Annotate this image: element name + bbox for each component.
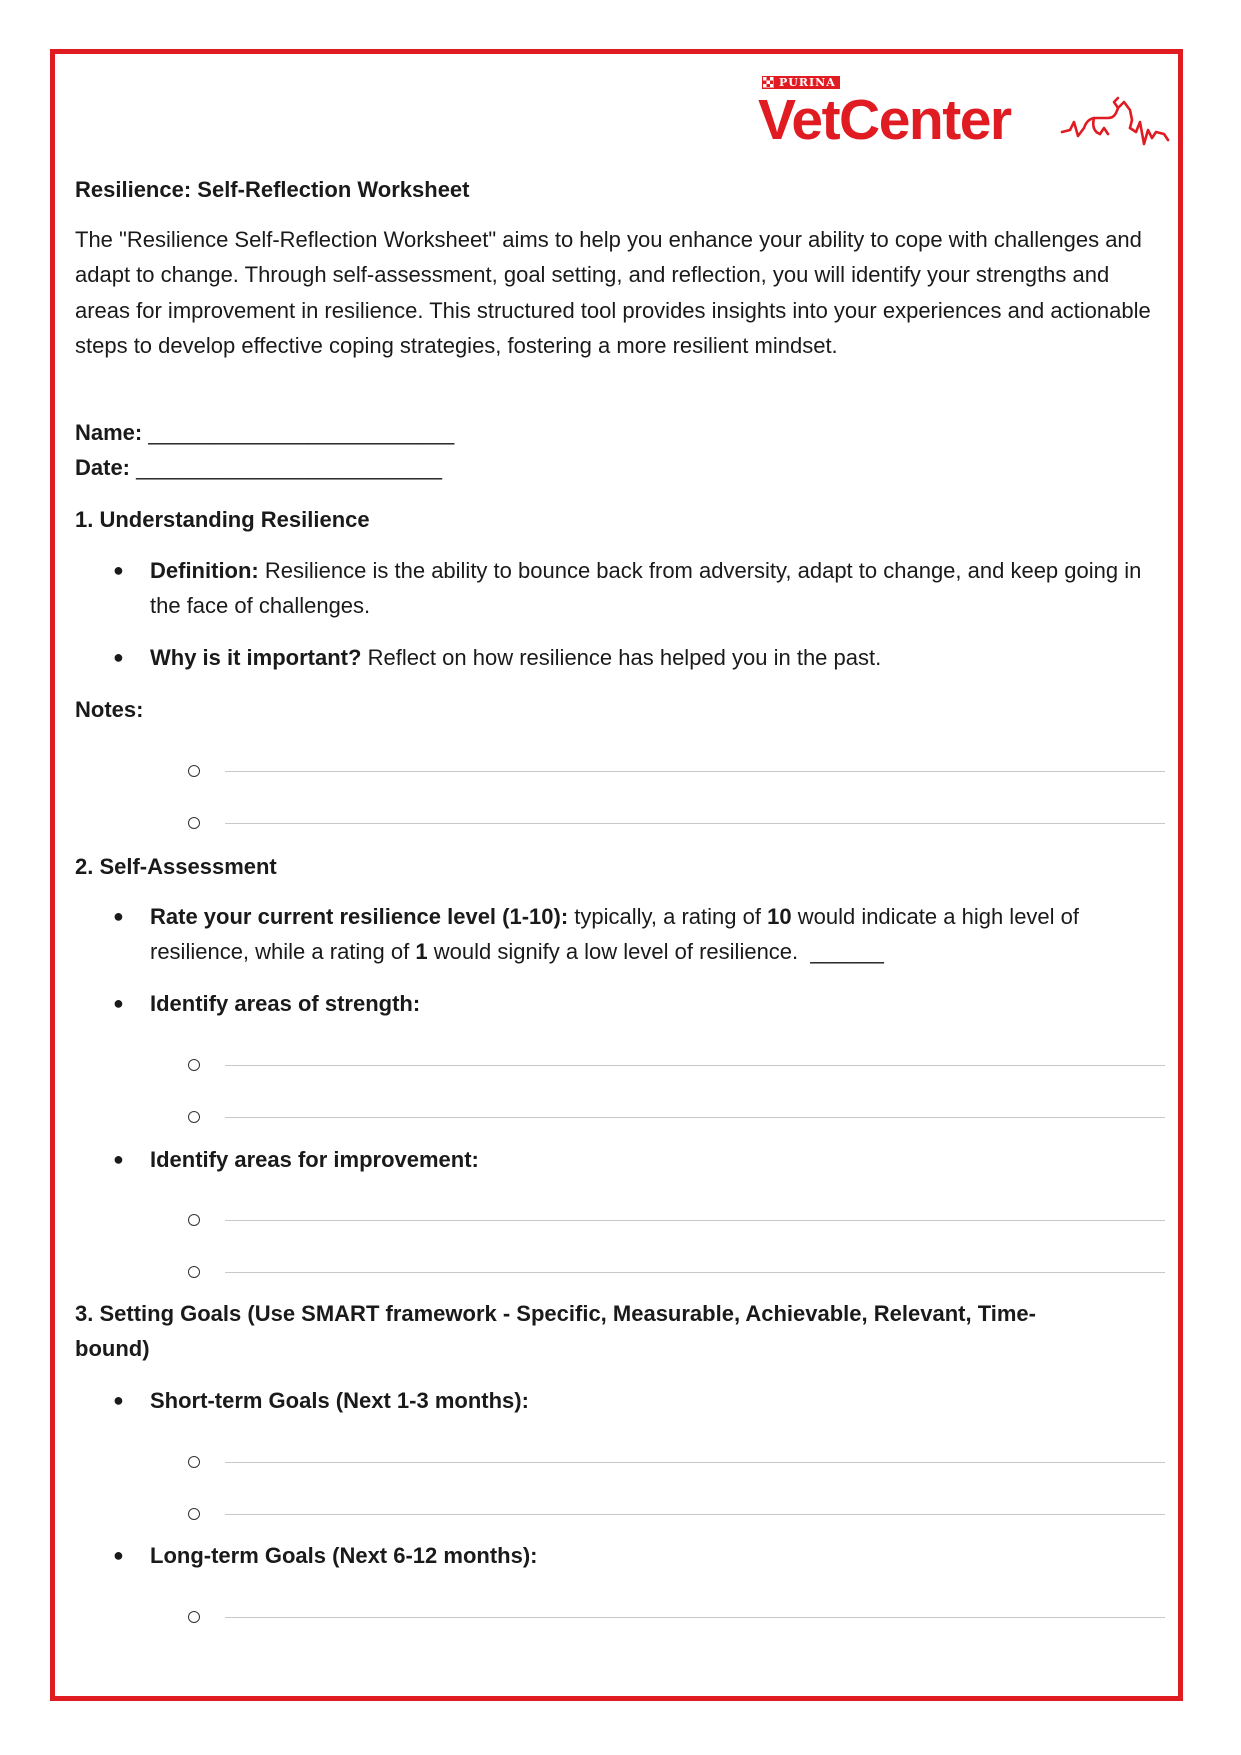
answer-line[interactable] — [225, 1117, 1165, 1118]
bullet-icon: ● — [113, 560, 124, 580]
notes-label: Notes: — [75, 697, 144, 722]
sub-bullet-icon — [188, 1508, 200, 1520]
bullet-icon: ● — [113, 993, 124, 1013]
bullet-icon: ● — [113, 647, 124, 667]
answer-line[interactable] — [225, 1514, 1165, 1515]
definition-item — [150, 553, 1150, 623]
sub-bullet-icon — [188, 1214, 200, 1226]
name-field[interactable] — [75, 415, 454, 450]
intro-paragraph: The "Resilience Self-Reflection Worksheet" aims to help you enhance your ability to cope with challenges and adapt to change. Through self-assessment, goal setting, and reflection, you will identify your strengths and areas for improvement in resilience. This structured tool provides insights into your experiences and actionable steps to develop effective coping strategies, fostering a more resilient mindset. — [75, 227, 1151, 359]
answer-line[interactable] — [225, 1272, 1165, 1273]
rate-blank[interactable]: ______ — [810, 939, 884, 964]
strength-label: Identify areas of strength: — [150, 991, 421, 1016]
purina-vetcenter-logo — [758, 76, 1170, 156]
bullet-icon: ● — [113, 1545, 124, 1565]
rate-item — [150, 899, 1155, 969]
rate-low: 1 — [415, 939, 428, 964]
answer-line[interactable] — [225, 1617, 1165, 1618]
answer-line[interactable] — [225, 1462, 1165, 1463]
date-label: Date: — [75, 455, 131, 480]
purina-badge-text: PURINA — [775, 76, 840, 89]
section1-heading: 1. Understanding Resilience — [75, 507, 370, 532]
rate-high: 10 — [767, 904, 792, 929]
name-blank[interactable]: _________________________ — [148, 420, 455, 445]
bullet-icon: ● — [113, 906, 124, 926]
definition-text: Resilience is the ability to bounce back from adversity, adapt to change, and keep going in the face of challenges. — [150, 558, 1142, 618]
rate-text-1: typically, a rating of — [574, 904, 761, 929]
sub-bullet-icon — [188, 1266, 200, 1278]
sub-bullet-icon — [188, 1111, 200, 1123]
date-field[interactable] — [75, 450, 442, 485]
rate-text-3: would signify a low level of resilience. — [433, 939, 799, 964]
improvement-label: Identify areas for improvement: — [150, 1147, 479, 1172]
answer-line[interactable] — [225, 1065, 1165, 1066]
important-item — [150, 640, 1150, 675]
bullet-icon: ● — [113, 1149, 124, 1169]
important-text: Reflect on how resilience has helped you in the past. — [367, 645, 882, 670]
section3-heading: 3. Setting Goals (Use SMART framework - Specific, Measurable, Achievable, Relevant, Time-bound) — [75, 1301, 1036, 1361]
name-label: Name: — [75, 420, 143, 445]
vetcenter-wordmark: VetCenter — [758, 88, 1011, 152]
sub-bullet-icon — [188, 765, 200, 777]
sub-bullet-icon — [188, 817, 200, 829]
answer-line[interactable] — [225, 823, 1165, 824]
sub-bullet-icon — [188, 1059, 200, 1071]
long-term-label: Long-term Goals (Next 6-12 months): — [150, 1543, 538, 1568]
short-term-label: Short-term Goals (Next 1-3 months): — [150, 1388, 529, 1413]
definition-label: Definition: — [150, 558, 259, 583]
date-blank[interactable]: _________________________ — [136, 455, 443, 480]
pet-heartbeat-icon — [1060, 92, 1170, 154]
rate-text-2: would indicate a high level of resilience, while a rating of — [150, 904, 1080, 964]
rate-label: Rate your current resilience level (1-10): — [150, 904, 569, 929]
section2-heading: 2. Self-Assessment — [75, 854, 277, 879]
sub-bullet-icon — [188, 1611, 200, 1623]
worksheet-title: Resilience: Self-Reflection Worksheet — [75, 177, 470, 202]
answer-line[interactable] — [225, 1220, 1165, 1221]
answer-line[interactable] — [225, 771, 1165, 772]
sub-bullet-icon — [188, 1456, 200, 1468]
bullet-icon: ● — [113, 1390, 124, 1410]
important-label: Why is it important? — [150, 645, 362, 670]
